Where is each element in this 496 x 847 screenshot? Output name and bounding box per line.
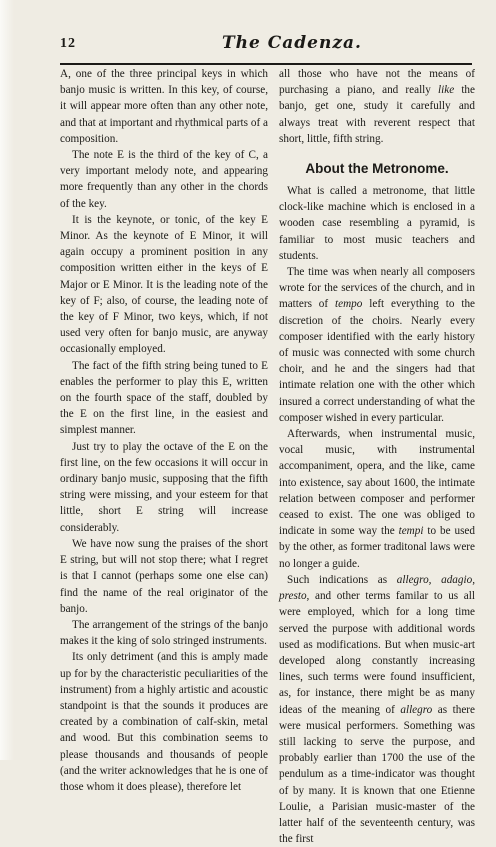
- italic-run: tempo: [335, 298, 363, 311]
- paragraph: [279, 572, 475, 847]
- text-run: Afterwards, when instrumental music, vocal music, with instrumental accompaniment, opera, and the like, came into existence, say about 1600, the intimate relation between composer and performer ceased to exist. The one was obliged to indicate in some way the: [279, 428, 475, 538]
- text-run: the banjo, get one, study it carefully and always treat with reverent respect that short, little, fifth string.: [279, 84, 475, 145]
- paragraph: A, one of the three principal keys in which banjo music is written. In this key, of course, it will appear more often than any other note, and that at important and rhythmical parts of a composition.: [60, 68, 268, 145]
- italic-run: allegro: [400, 703, 433, 716]
- paragraph: We have now sung the praises of the short E string, but will not stop there; what I regret is that I cannot (perhaps some one else can) find the name of the real originator of the banjo.: [60, 537, 268, 615]
- section-heading: About the Metronome.: [305, 161, 449, 177]
- left-column: [60, 66, 268, 795]
- italic-run: allegro, adagio, presto,: [279, 573, 475, 603]
- italic-run: like: [438, 84, 455, 97]
- page-edge: [0, 0, 14, 760]
- text-run: and other terms familar to us all were employed, which for a long time served the purpose with additional words used as modifications. But when music-art developed along constantly increasing lines, such terms were found insufficient, as, for instance, there might be as many ideas of the meaning of: [279, 590, 475, 716]
- text-run: left everything to the discretion of the choirs. Nearly every composer identified with the early history of music was connected with some church choir, and he and the singers had that intimate relation one with the other which insured a correct understanding of what the composer wished in every particular.: [279, 298, 475, 424]
- paragraph: It is the keynote, or tonic, of the key E Minor. As the keynote of E Minor, it will again occupy a prominent position in any composition written either in the keys of E Major or E Minor. It is the leading note of the key of F; also, of course, the leading note of the key of F Minor, two keys, which, if not used very often for banjo music, are anyway occasionally employed.: [60, 213, 268, 356]
- paragraph: Just try to play the octave of the E on the first line, on the few occasions it will occur in ordinary banjo music, supposing that the fifth string were missing, and your esteem for that little, short E string will increase considerably.: [60, 440, 268, 534]
- text-run: Such indications as: [287, 573, 397, 586]
- paragraph: [279, 183, 475, 264]
- page-number: 12: [60, 36, 76, 51]
- right-column: [279, 66, 475, 847]
- italic-run: tempi: [398, 525, 424, 538]
- text-run: all those who have not the means of purchasing a piano, and really: [279, 68, 475, 97]
- paragraph: [279, 264, 475, 426]
- header-rule: [60, 63, 472, 65]
- text-run: What is called a metronome, that little clock-like machine which is enclosed in a wooden case resembling a pyramid, is familiar to most music teachers and students.: [279, 185, 475, 262]
- paragraph: Its only detriment (and this is amply made up for by the characteristic peculiarities of the instrument) from a highly artistic and acoustic standpoint is that the sounds it produces are created by a combination of calf-skin, metal and wood. But this combination seems to please thousands and thousands of people (and the writer acknowledges that he is one of those whom it does please), therefore let: [60, 651, 268, 793]
- paragraph: The arrangement of the strings of the banjo makes it the king of solo stringed instruments.: [60, 618, 268, 648]
- paragraph: [279, 426, 475, 572]
- paragraph-continued: [279, 66, 475, 147]
- text-run: to be used by the other, as former traditonal laws were no longer a guide.: [279, 525, 475, 570]
- paragraph: The fact of the fifth string being tuned to E enables the performer to play this E, written on the fourth space of the staff, doubled by the E on the first line, in the easiest and simplest manner.: [60, 359, 268, 437]
- paragraph: The note E is the third of the key of C, a very important melody note, and appearing more frequently than any other in the chords of the key.: [60, 149, 268, 210]
- page-header: [60, 34, 465, 58]
- text-run: The time was when nearly all composers wrote for the services of the church, and in matters of: [279, 266, 475, 311]
- masthead-title: The Cadenza.: [222, 33, 362, 53]
- text-run: as there were musical performers. Something was still lacking to serve the purpose, and probably earlier than 1700 the use of the pendulum as a time-indicator was thought of by many. It is known that one Etienne Loulie, a Parisian music-master of the latter half of the seventeenth century, was the first: [279, 703, 475, 846]
